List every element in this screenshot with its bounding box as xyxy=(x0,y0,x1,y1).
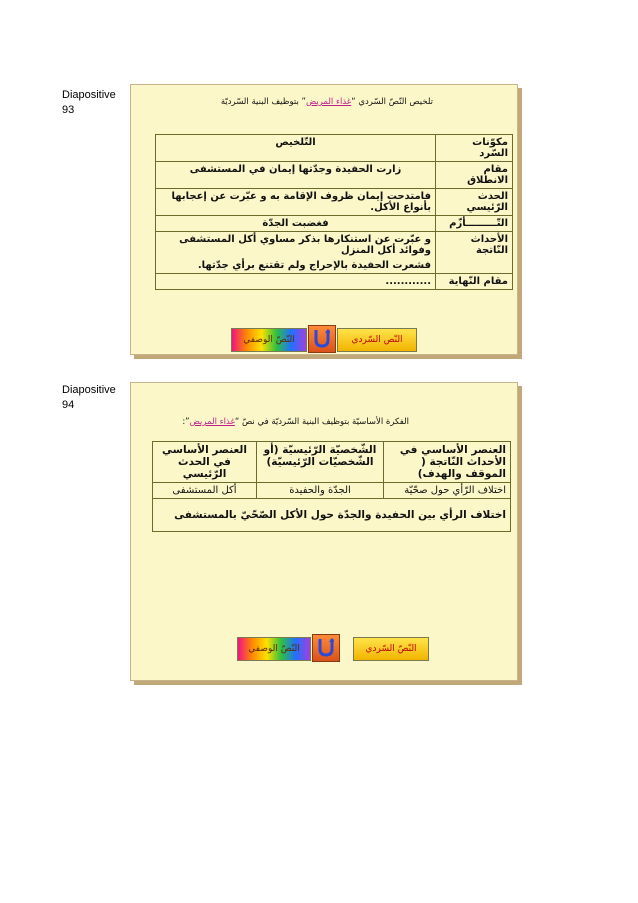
table-row xyxy=(156,135,513,162)
table-cell: أكل المستشفى xyxy=(153,483,257,499)
u-turn-arrow-icon xyxy=(318,637,334,657)
summary-table xyxy=(155,134,513,290)
table-cell: التّـــــــــأزّم xyxy=(436,216,513,232)
table-row xyxy=(156,162,513,189)
table-cell: فامتدحت إيمان ظروف الإقامة به و عبّرت عن إعجابها بأنواع الأكل. xyxy=(156,189,436,216)
narrative-text-button[interactable]: النّصّ السّردي xyxy=(353,637,429,661)
slide-heading xyxy=(182,417,409,427)
slide-heading xyxy=(221,97,433,107)
heading-highlight: غذاء المريض xyxy=(305,97,352,107)
main-idea-table xyxy=(152,441,511,532)
table-row xyxy=(156,232,513,274)
heading-highlight: غذاء المريض xyxy=(189,417,235,427)
descriptive-text-button[interactable]: النّصّ الوصفي xyxy=(231,328,307,352)
table-cell: زارت الحفيدة وجدّتها إيمان في المستشفى xyxy=(156,162,436,189)
slide-label-93: Diapositive 93 xyxy=(62,89,116,116)
table-cell: مكوّنات السّرد xyxy=(436,135,513,162)
table-header-cell: العنصر الأساسي في الأحداث النّاتجة ( الموقف والهدف) xyxy=(384,442,511,483)
back-button[interactable] xyxy=(312,634,340,662)
table-row xyxy=(156,216,513,232)
table-cell: اختلاف الرّأي حول صحّيّة xyxy=(384,483,511,499)
table-row xyxy=(153,483,511,499)
table-cell xyxy=(156,232,436,274)
slide-93 xyxy=(130,84,518,355)
table-header-cell: الشّخصيّة الرّئيسيّة (أو الشّخصيّات الرّئيسيّة) xyxy=(257,442,384,483)
table-cell: مقام الانطلاق xyxy=(436,162,513,189)
heading-prefix: الفكرة الأساسيّة بتوظيف البنية السّرديّة في نصّ “ xyxy=(234,417,409,427)
table-cell: ............ xyxy=(156,274,436,290)
table-cell: مقام النّهاية xyxy=(436,274,513,290)
slide-94 xyxy=(130,382,518,681)
heading-prefix: تلخيص النّصّ السّردي “ xyxy=(351,97,433,107)
table-cell: الأحداث النّاتجة xyxy=(436,232,513,274)
table-cell: التّلخيص xyxy=(156,135,436,162)
table-cell: فغضبت الجدّة xyxy=(156,216,436,232)
cell-line: و عبّرت عن استنكارها بذكر مساوي أكل المستشفى وفوائد أكل المنزل xyxy=(179,234,431,256)
heading-suffix: ” بتوظيف البنية السّرديّة xyxy=(220,97,306,107)
descriptive-text-button[interactable]: النّصّ الوصفي xyxy=(237,637,311,661)
table-row xyxy=(153,499,511,532)
narrative-text-button[interactable]: النّص السّردي xyxy=(337,328,417,352)
heading-suffix: ”: xyxy=(182,417,190,427)
u-turn-arrow-icon xyxy=(314,328,330,348)
back-button[interactable] xyxy=(308,325,336,353)
nav-bar xyxy=(131,637,517,663)
table-row xyxy=(156,274,513,290)
table-row xyxy=(156,189,513,216)
table-row xyxy=(153,442,511,483)
table-cell: اختلاف الرأي بين الحفيدة والجدّة حول الأكل الصّحّيّ بالمستشفى xyxy=(153,499,511,532)
table-header-cell: العنصر الأساسي في الحدث الرّئيسي xyxy=(153,442,257,483)
nav-bar xyxy=(131,328,517,354)
cell-line: فشعرت الحفيدة بالإحراج ولم تقتنع برأي جدّتها. xyxy=(197,260,431,271)
table-cell: الحدث الرّئيسي xyxy=(436,189,513,216)
table-cell: الجدّة والحفيدة xyxy=(257,483,384,499)
slide-label-94: Diapositive 94 xyxy=(62,384,116,411)
